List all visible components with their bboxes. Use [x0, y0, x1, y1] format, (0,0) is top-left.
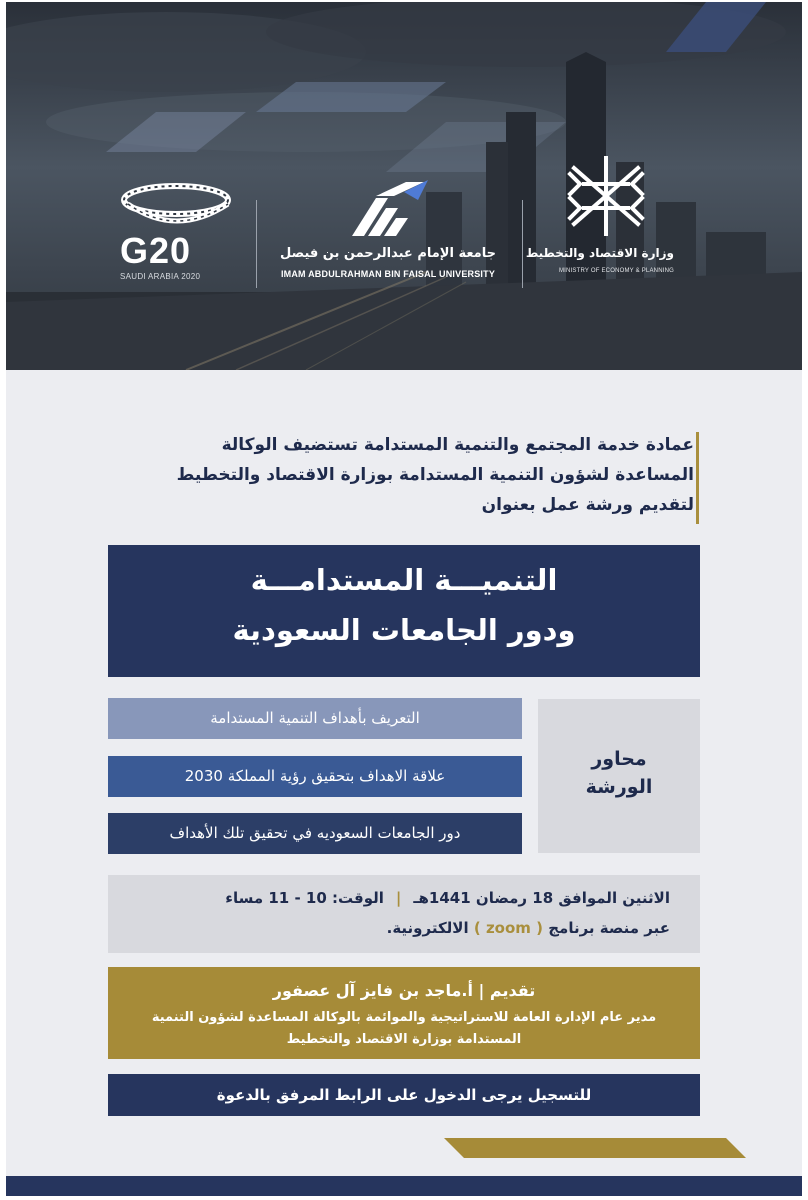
schedule-separator: | [395, 889, 402, 907]
schedule-date-time [225, 889, 670, 907]
schedule-time: الوقت: 10 - 11 مساء [225, 889, 384, 907]
intro-accent-bar [696, 432, 699, 524]
university-name-arabic: جامعة الإمام عبدالرحمن بن فيصل [280, 246, 496, 261]
workshop-title-line2: ودور الجامعات السعودية [232, 613, 576, 647]
university-name-english: IMAM ABDULRAHMAN BIN FAISAL UNIVERSITY [280, 269, 496, 279]
platform-prefix: عبر منصة برنامج [548, 919, 670, 937]
workshop-title-box [108, 545, 700, 677]
g20-subtitle: SAUDI ARABIA 2020 [120, 272, 201, 281]
platform-name: ( zoom ) [473, 919, 543, 937]
schedule-box [108, 875, 700, 953]
g20-brand-text: G20 [120, 230, 192, 271]
ministry-name-arabic: وزارة الاقتصاد والتخطيط [525, 246, 674, 260]
intro-line: عمادة خدمة المجتمع والتنمية المستدامة تستضيف الوكالة [221, 435, 694, 455]
intro-line: المساعدة لشؤون التنمية المستدامة بوزارة الاقتصاد والتخطيط [176, 465, 694, 485]
axes-label-line1: محاور [591, 748, 647, 770]
axis-item-3: دور الجامعات السعوديه في تحقيق تلك الأهداف [108, 813, 522, 854]
axis-item-1: التعريف بأهداف التنمية المستدامة [108, 698, 522, 739]
schedule-platform [387, 919, 670, 937]
ministry-emblem-icon [564, 154, 648, 240]
footer-stripe [6, 1132, 802, 1196]
ministry-logo [525, 154, 682, 294]
axis-item-2: علاقة الاهداف بتحقيق رؤية المملكة 2030 [108, 756, 522, 797]
presenter-name: تقديم | أ.ماجد بن فايز آل عصفور [272, 981, 536, 1000]
ministry-name-english: MINISTRY OF ECONOMY & PLANNING [558, 268, 674, 274]
hero-banner [6, 2, 802, 370]
logo-row [6, 172, 802, 292]
g20-logo [116, 172, 246, 292]
g20-ring-icon [118, 178, 238, 234]
logo-divider [522, 200, 523, 288]
workshop-title-line1: التنميـــة المستدامـــة [250, 563, 558, 597]
schedule-date: الاثنين الموافق 18 رمضان 1441هـ [413, 889, 670, 907]
university-logo [268, 172, 508, 292]
intro-line: لتقديم ورشة عمل بعنوان [481, 495, 694, 515]
axes-label-line2: الورشة [585, 776, 653, 798]
logo-divider [256, 200, 257, 288]
platform-suffix: الالكترونية. [386, 919, 469, 937]
intro-text [102, 430, 694, 520]
university-emblem-icon [346, 178, 430, 244]
presenter-box [108, 967, 700, 1059]
registration-note: للتسجيل يرجى الدخول على الرابط المرفق بالدعوة [108, 1074, 700, 1116]
workshop-axes-label [538, 699, 700, 853]
workshop-poster [6, 2, 802, 1196]
presenter-role: مدير عام الإدارة العامة للاستراتيجية والموائمة بالوكالة المساعدة لشؤون التنمية المستدامة بوزارة الاقتصاد والتخطيط [151, 1010, 657, 1047]
